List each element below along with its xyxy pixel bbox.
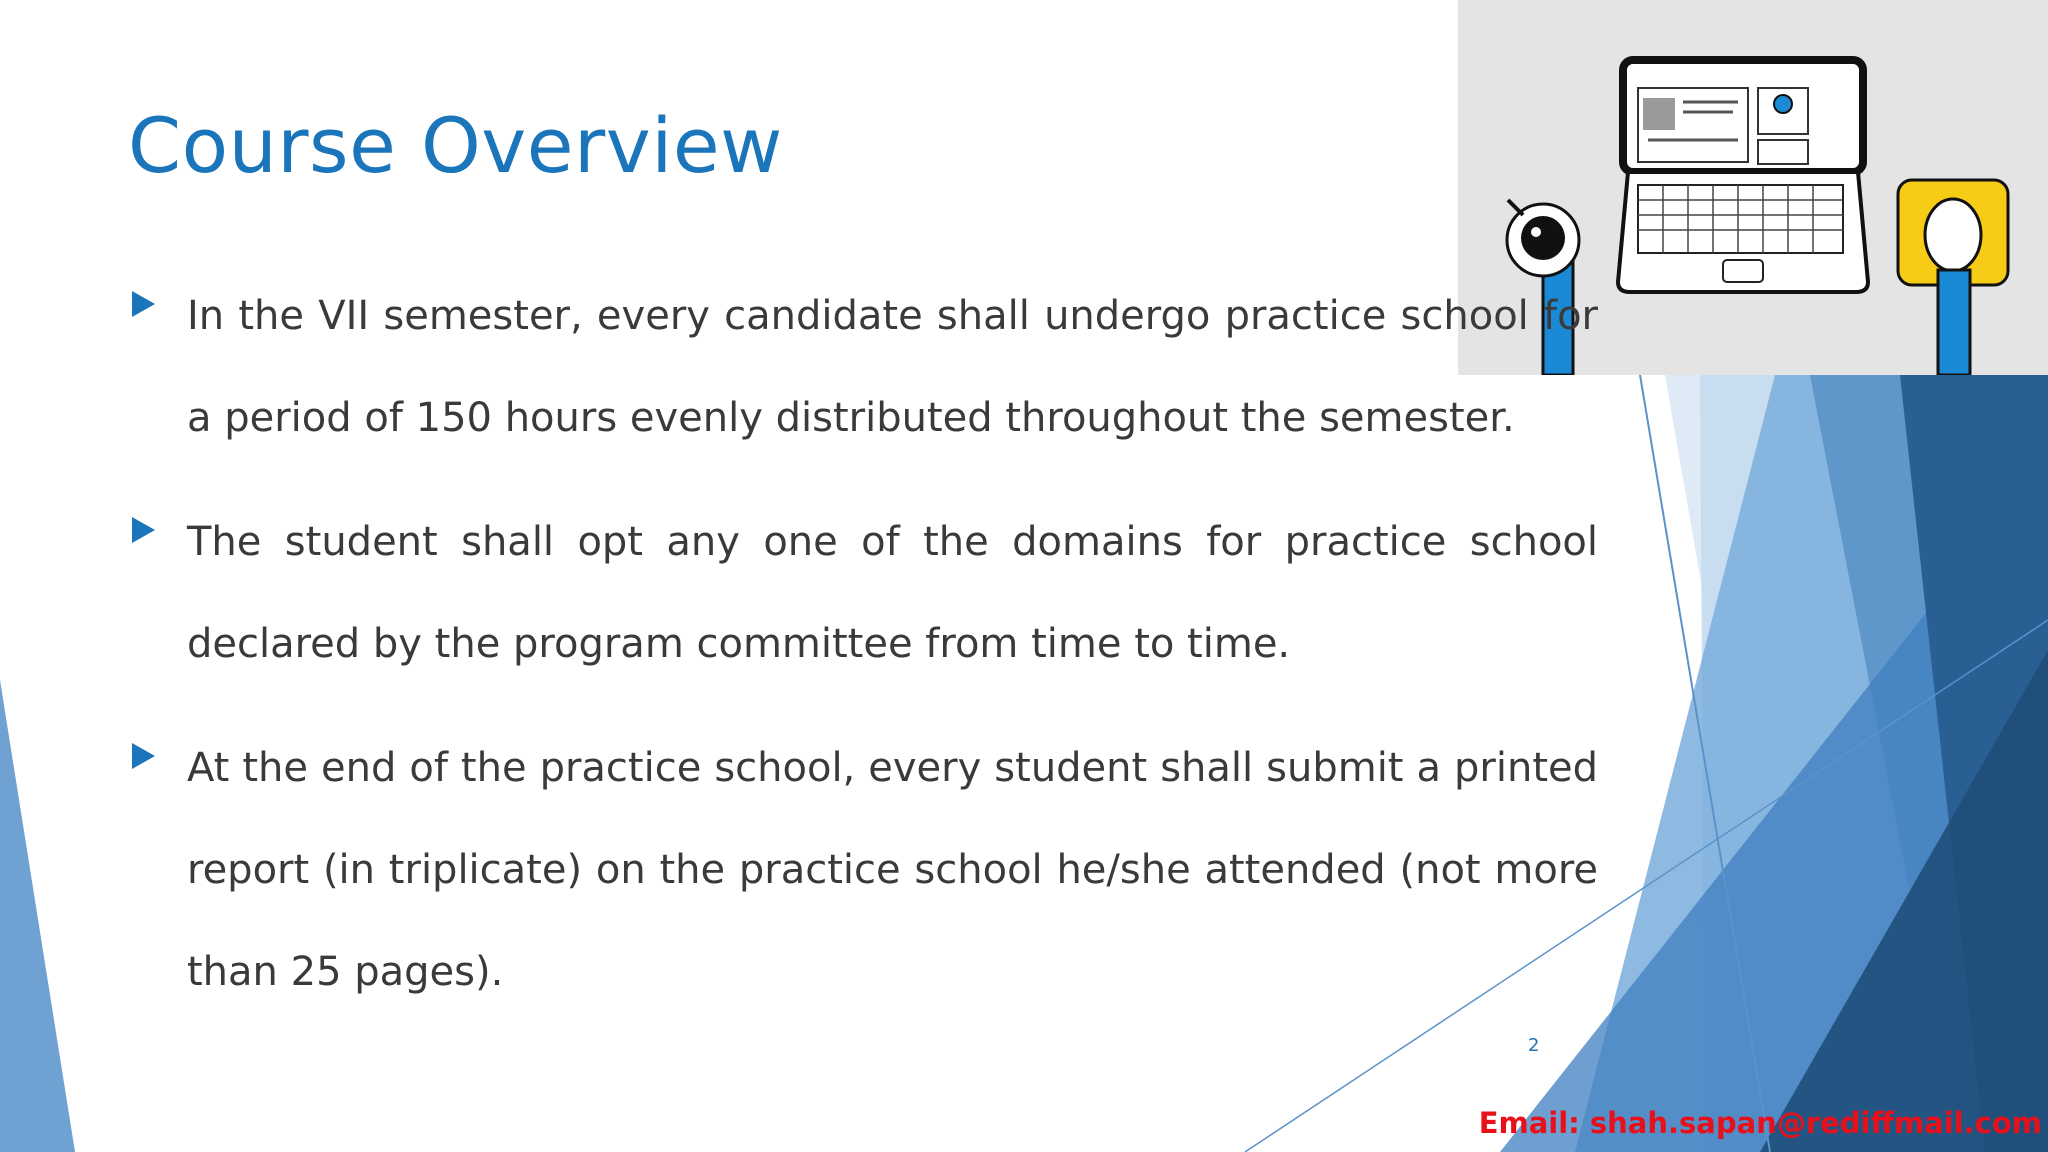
bullet-text: In the VII semester, every candidate shall undergo practice school for a period of 150 hours evenly distributed throughout the semester. <box>187 293 1598 441</box>
list-item <box>128 491 1598 695</box>
list-item <box>128 265 1598 469</box>
triangle-right-icon <box>132 743 155 769</box>
list-item <box>128 717 1598 1023</box>
email-footer: Email: shah.sapan@rediffmail.com <box>1478 1106 2042 1140</box>
bullet-text: At the end of the practice school, every student shall submit a printed report (in triplicate) on the practice school he/she attended (not more than 25 pages). <box>187 745 1598 995</box>
triangle-right-icon <box>132 291 155 317</box>
page-number: 2 <box>1528 1035 1540 1056</box>
bullet-text: The student shall opt any one of the domains for practice school declared by the program committee from time to time. <box>187 519 1598 667</box>
triangle-right-icon <box>132 517 155 543</box>
slide-title: Course Overview <box>128 101 783 190</box>
bullet-list <box>128 265 1598 1045</box>
left-accent-shape <box>0 680 75 1152</box>
